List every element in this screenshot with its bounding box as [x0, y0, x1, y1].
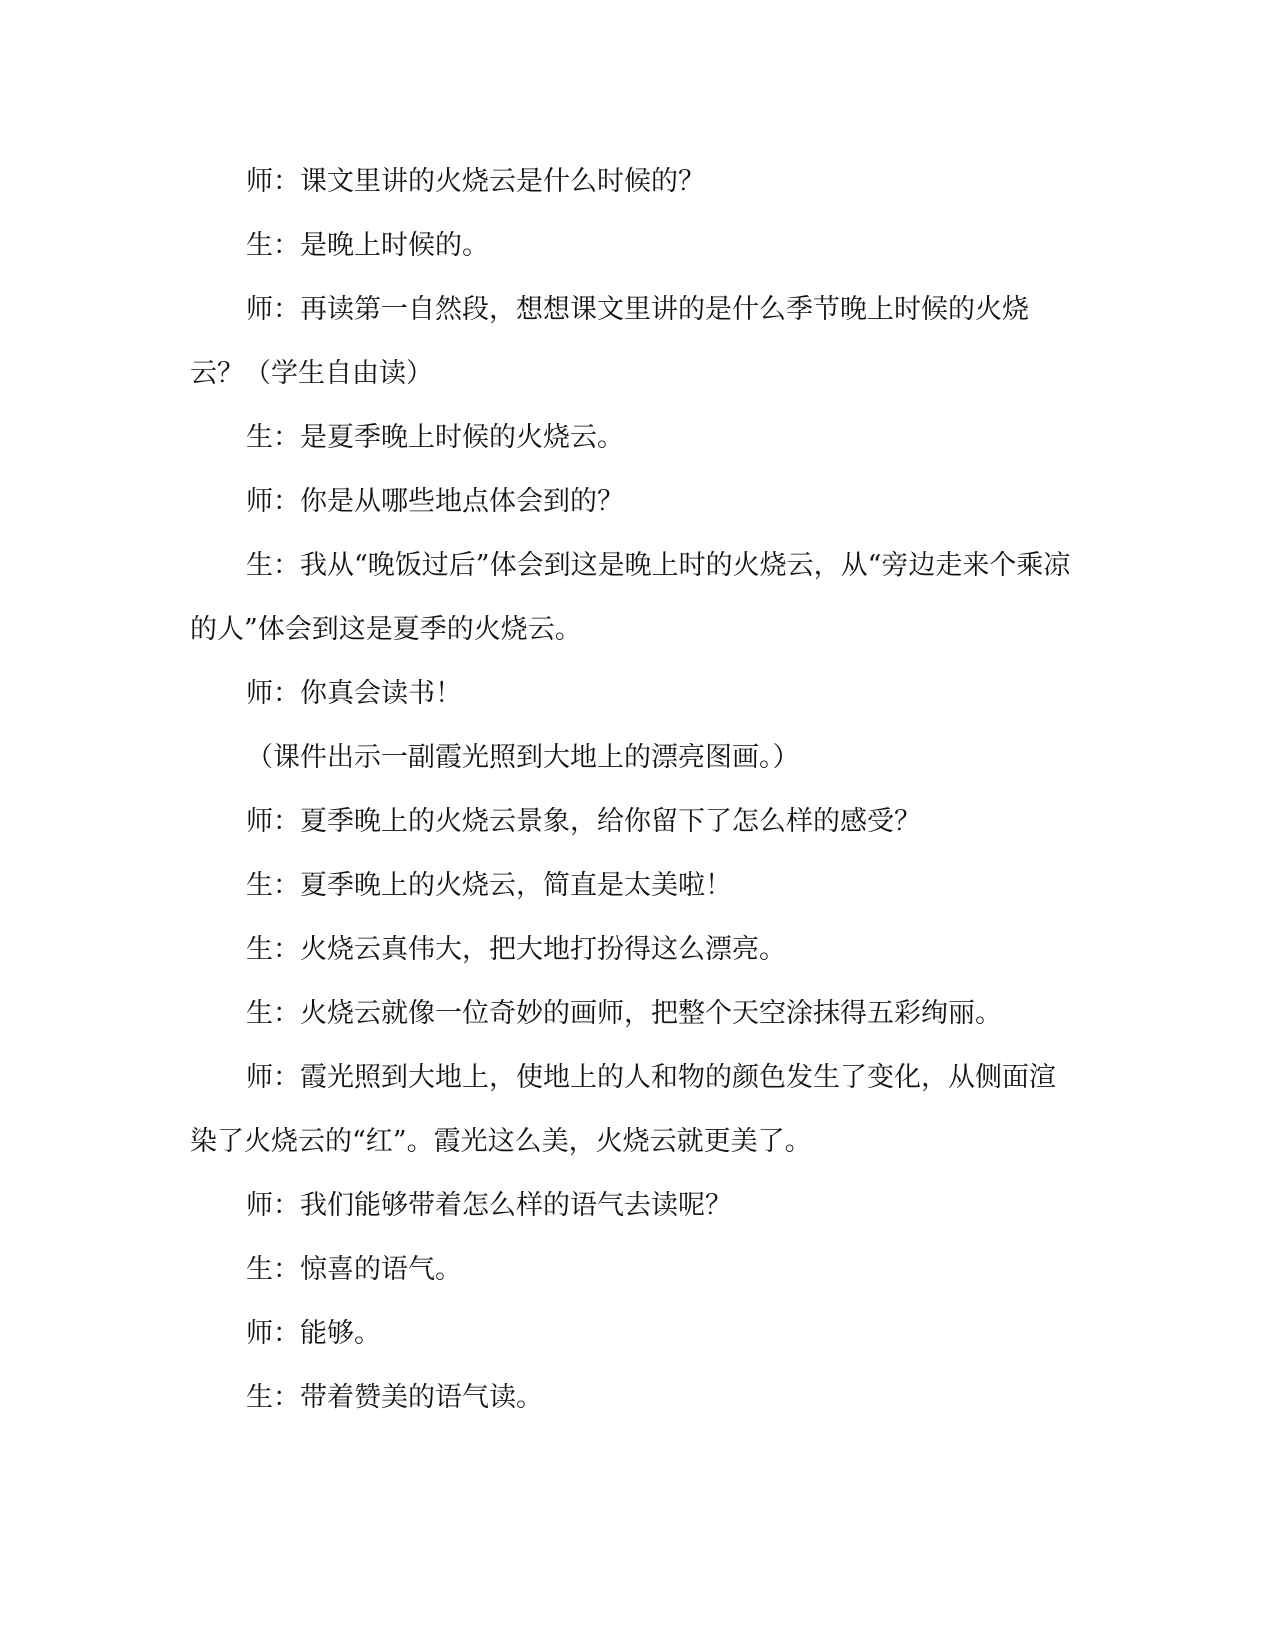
paragraph-5: 师：你是从哪些地点体会到的？ [246, 486, 624, 517]
paragraph-8: （课件出示一副霞光照到大地上的漂亮图画。） [246, 742, 800, 773]
paragraph-15: 生：惊喜的语气。 [246, 1254, 462, 1285]
document-body [190, 150, 1080, 1430]
paragraph-4: 生：是夏季晚上时候的火烧云。 [246, 422, 624, 453]
paragraph-14: 师：我们能够带着怎么样的语气去读呢？ [246, 1190, 732, 1221]
paragraph-10: 生：夏季晚上的火烧云，简直是太美啦！ [246, 870, 732, 901]
paragraph-11: 生：火烧云真伟大，把大地打扮得这么漂亮。 [246, 934, 786, 965]
paragraph-1: 师：课文里讲的火烧云是什么时候的？ [246, 166, 705, 197]
paragraph-9: 师：夏季晚上的火烧云景象，给你留下了怎么样的感受？ [246, 806, 921, 837]
paragraph-13: 师：霞光照到大地上，使地上的人和物的颜色发生了变化，从侧面渲染了火烧云的“红”。霞光这么美，火烧云就更美了。 [190, 1062, 1056, 1157]
paragraph-16: 师：能够。 [246, 1318, 381, 1349]
paragraph-6: 生：我从“晚饭过后”体会到这是晚上时的火烧云，从“旁边走来个乘凉的人”体会到这是夏季的火烧云。 [190, 550, 1071, 645]
paragraph-17: 生：带着赞美的语气读。 [246, 1382, 543, 1413]
paragraph-7: 师：你真会读书！ [246, 678, 462, 709]
paragraph-3: 师：再读第一自然段，想想课文里讲的是什么季节晚上时候的火烧云？（学生自由读） [190, 294, 1029, 389]
paragraph-2: 生：是晚上时候的。 [246, 230, 489, 261]
paragraph-12: 生：火烧云就像一位奇妙的画师，把整个天空涂抹得五彩绚丽。 [246, 998, 1002, 1029]
